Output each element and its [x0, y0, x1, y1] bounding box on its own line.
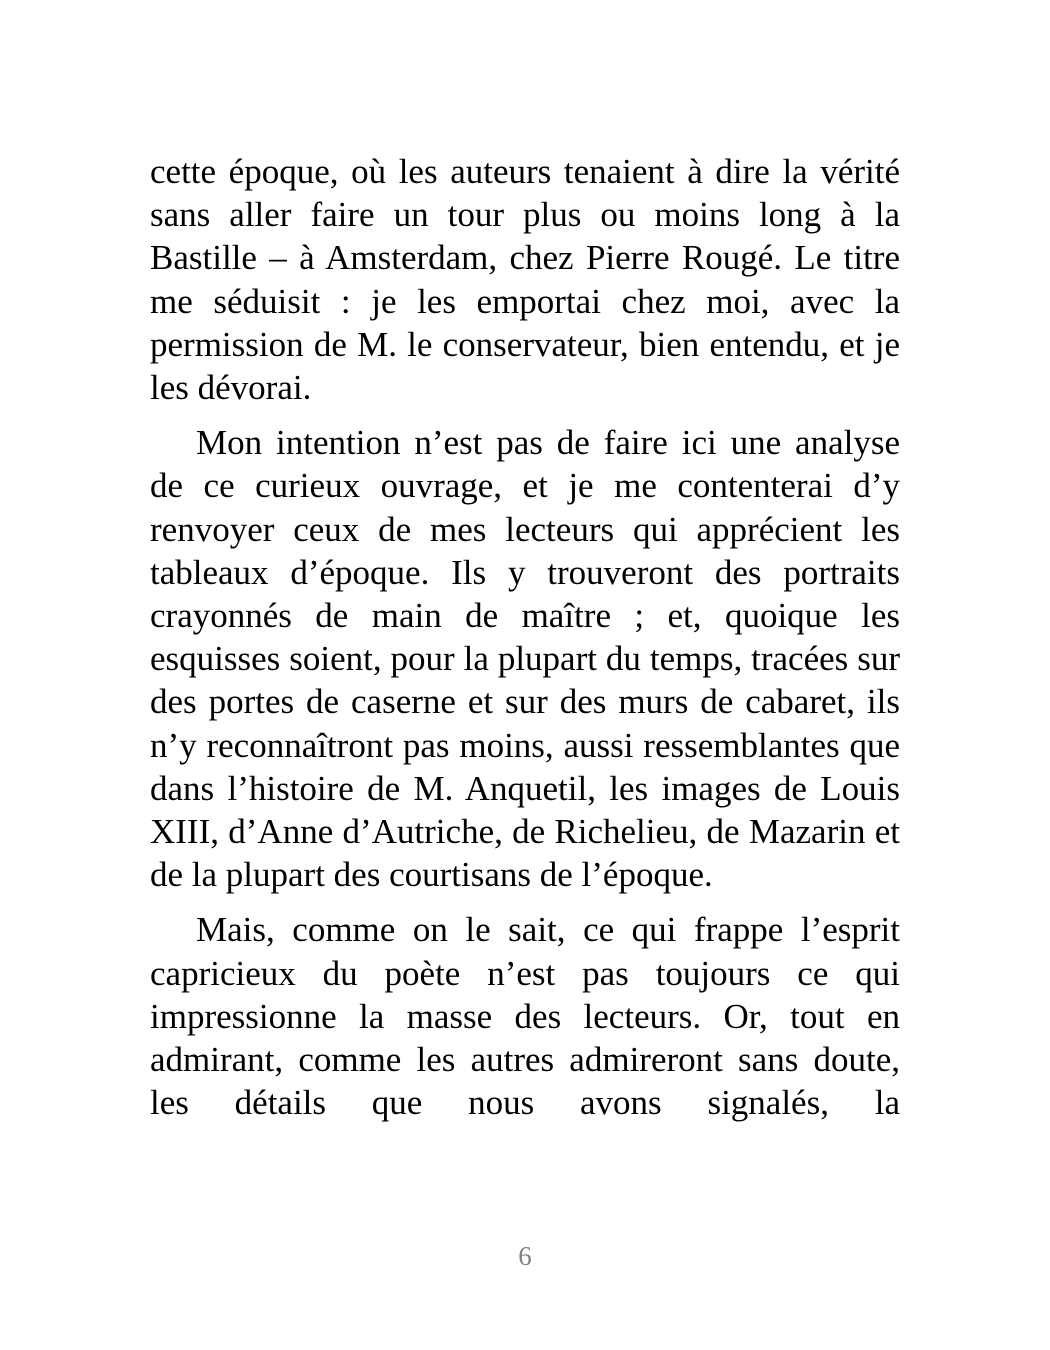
- paragraph-continues: Mais, comme on le sait, ce qui frappe l’esprit capricieux du poète n’est pas toujours ce qui impressionne la masse des lecteurs. Or, tout en admirant, comme les autres admireront sans doute, les détails que nous avons signalés, la: [150, 910, 900, 1123]
- page-body: [150, 150, 900, 1136]
- paragraph: Mon intention n’est pas de faire ici une analyse de ce curieux ouvrage, et je me contenterai d’y renvoyer ceux de mes lecteurs qui apprécient les tableaux d’époque. Ils y trouveront des portraits crayonnés de main de maître ; et, quoique les esquisses soient, pour la plupart du temps, tracées sur des portes de caserne et sur des murs de cabaret, ils n’y reconnaîtront pas moins, aussi ressemblantes que dans l’histoire de M. Anquetil, les images de Louis XIII, d’Anne d’Autriche, de Richelieu, de Mazarin et de la plupart des courtisans de l’époque.: [150, 423, 900, 895]
- page-number: 6: [518, 1241, 532, 1271]
- paragraph-continued: cette époque, où les auteurs tenaient à dire la vérité sans aller faire un tour plus ou moins long à la Bastille – à Amsterdam, chez Pierre Rougé. Le titre me séduisit : je les emportai chez moi, avec la permission de M. le conservateur, bien entendu, et je les dévorai.: [150, 152, 900, 408]
